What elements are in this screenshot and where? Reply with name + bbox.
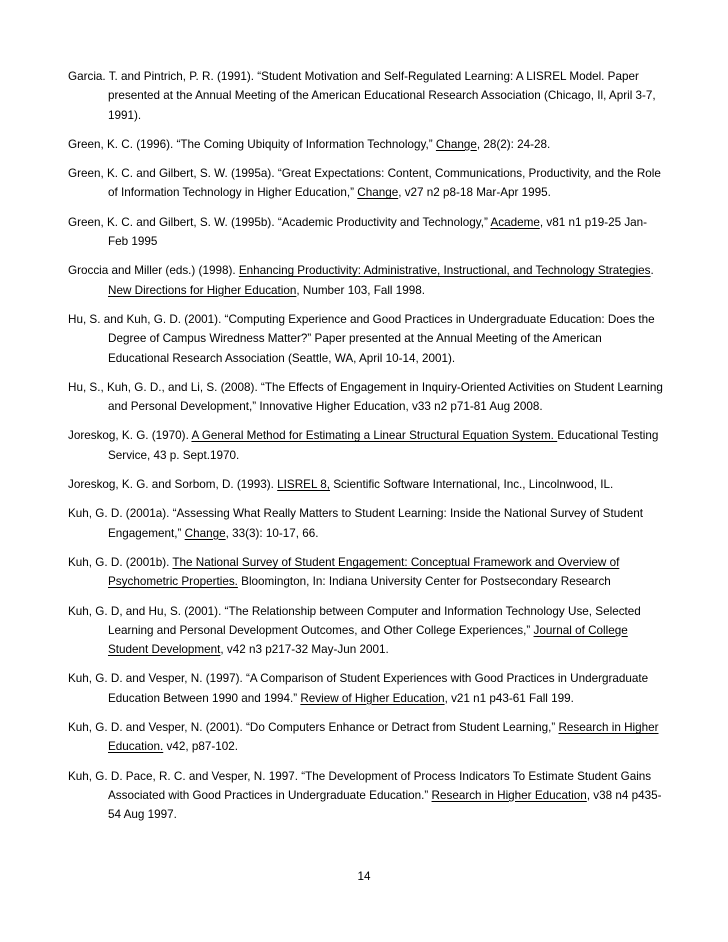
underlined-title: Academe bbox=[490, 215, 540, 229]
reference-text: Kuh, G. D. and Vesper, N. (2001). “Do Computers Enhance or Detract from Student Learning,” bbox=[68, 721, 559, 735]
underlined-title: A General Method for Estimating a Linear Structural Equation System. bbox=[191, 429, 558, 443]
reference-text: Garcia. T. and Pintrich, P. R. (1991). “Student Motivation and Self-Regulated Learning: A LISREL Model. Paper presented at the Annual Meeting of the American Educational Research Association (Chicago, Il, April 3-7, 1991). bbox=[68, 70, 656, 122]
reference-entry bbox=[68, 504, 664, 543]
underlined-title: Change bbox=[184, 526, 226, 540]
underlined-title: LISREL 8, bbox=[277, 478, 331, 492]
reference-text: v42, p87-102. bbox=[163, 740, 238, 754]
reference-text: Hu, S. and Kuh, G. D. (2001). “Computing Experience and Good Practices in Undergraduate Education: Does the Degree of Campus Wiredness Matter?” Paper presented at the Annual Meeting of the American Educational Research Association (Seattle, WA, April 10-14, 2001). bbox=[68, 312, 655, 365]
underlined-title: Change bbox=[435, 137, 477, 151]
reference-text: Kuh, G. D. (2001b). bbox=[68, 555, 173, 569]
reference-entry bbox=[68, 602, 664, 660]
reference-text: Kuh, G. D. Pace, R. C. and Vesper, N. 1997. “The Development of Process Indicators To Estimate Student Gains Associated with Good Practices in Undergraduate Education.” bbox=[68, 769, 652, 802]
reference-text: Hu, S., Kuh, G. D., and Li, S. (2008). “The Effects of Engagement in Inquiry-Oriented Activities on Student Learning and Personal Development,” Innovative Higher Education, v33 n2 p71-81 Aug 2008. bbox=[68, 380, 663, 414]
reference-entry bbox=[68, 669, 664, 708]
reference-text: Kuh, G. D. (2001a). “Assessing What Really Matters to Student Learning: Inside the National Survey of Student Engagement,” bbox=[68, 507, 643, 540]
reference-entry bbox=[68, 475, 664, 494]
reference-text: , 33(3): 10-17, 66. bbox=[225, 526, 319, 540]
reference-text: , v81 n1 p19-25 Jan-Feb 1995 bbox=[108, 215, 648, 249]
underlined-title: Change bbox=[357, 186, 399, 200]
reference-entry bbox=[68, 213, 664, 252]
reference-entry bbox=[68, 67, 664, 125]
underlined-title: Research in Higher Education. bbox=[108, 721, 659, 754]
reference-text: , v38 n4 p435-54 Aug 1997. bbox=[108, 788, 662, 822]
reference-text: , v27 n2 p8-18 Mar-Apr 1995. bbox=[398, 186, 551, 200]
underlined-title: Review of Higher Education bbox=[300, 691, 445, 705]
reference-text: Scientific Software International, Inc., Lincolnwood, IL. bbox=[330, 478, 614, 492]
reference-text: , v42 n3 p217-32 May-Jun 2001. bbox=[220, 643, 389, 657]
reference-entry bbox=[68, 767, 664, 825]
underlined-title: The National Survey of Student Engagement: Conceptual Framework and Overview of Psychometric Properties. bbox=[108, 555, 620, 589]
reference-text: Joreskog, K. G. (1970). bbox=[68, 429, 192, 443]
reference-entry bbox=[68, 718, 664, 757]
reference-text: . bbox=[650, 264, 654, 278]
reference-text: Green, K. C. and Gilbert, S. W. (1995a). “Great Expectations: Content, Communications, Productivity, and the Role of Information Technology in Higher Education,” bbox=[68, 167, 661, 200]
page-number: 14 bbox=[357, 870, 371, 883]
reference-entry bbox=[68, 164, 664, 203]
reference-entry bbox=[68, 426, 664, 465]
reference-entry bbox=[68, 135, 664, 154]
reference-text: , v21 n1 p43-61 Fall 199. bbox=[444, 691, 574, 705]
reference-text: Joreskog, K. G. and Sorbom, D. (1993). bbox=[68, 478, 278, 492]
reference-text: Kuh, G. D. and Vesper, N. (1997). “A Comparison of Student Experiences with Good Practices in Undergraduate Education Between 1990 and 1994.” bbox=[68, 672, 649, 705]
underlined-title: Research in Higher Education bbox=[431, 788, 587, 802]
reference-text: Bloomington, In: Indiana University Center for Postsecondary Research bbox=[237, 575, 611, 589]
reference-text: Groccia and Miller (eds.) (1998). bbox=[68, 264, 239, 278]
reference-text: Green, K. C. (1996). “The Coming Ubiquity of Information Technology,” bbox=[68, 137, 436, 151]
reference-entry bbox=[68, 261, 664, 300]
reference-list bbox=[68, 67, 664, 835]
underlined-title: Enhancing Productivity: Administrative, Instructional, and Technology Strategies bbox=[238, 264, 651, 278]
reference-text: Kuh, G. D, and Hu, S. (2001). “The Relationship between Computer and Information Technology Use, Selected Learning and Personal Development Outcomes, and Other College Experiences,” bbox=[68, 604, 641, 637]
reference-entry bbox=[68, 310, 664, 368]
reference-entry bbox=[68, 553, 664, 592]
reference-text: , Number 103, Fall 1998. bbox=[296, 283, 426, 297]
reference-entry bbox=[68, 378, 664, 417]
reference-text: Educational Testing Service, 43 p. Sept.1970. bbox=[108, 429, 659, 462]
underlined-title: New Directions for Higher Education bbox=[108, 283, 297, 297]
reference-text: , 28(2): 24-28. bbox=[476, 137, 551, 151]
reference-text: Green, K. C. and Gilbert, S. W. (1995b). “Academic Productivity and Technology,” bbox=[68, 215, 491, 229]
underlined-title: Journal of College Student Development bbox=[108, 623, 628, 657]
